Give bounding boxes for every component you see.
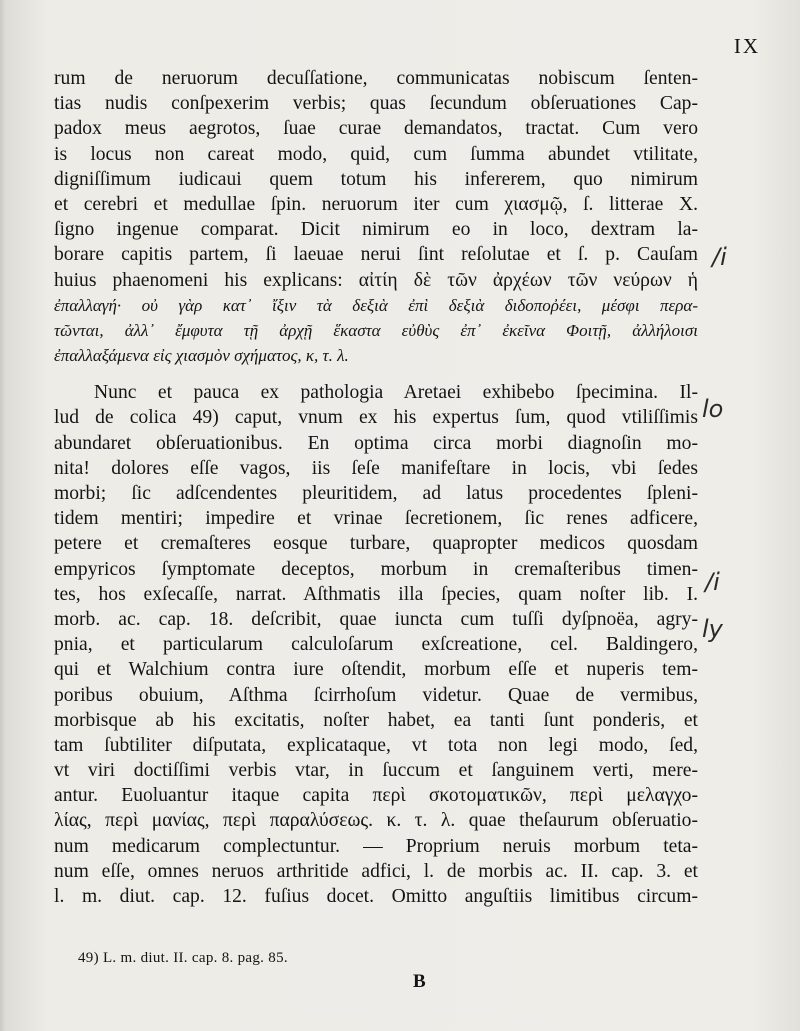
- text-line: tias nudis conſpexerim verbis; quas ſecundum obſeruationes Cap-: [54, 93, 698, 115]
- text-line: lud de colica 49) caput, vnum ex his expertus ſum, quod vtiliſſimis: [54, 407, 698, 429]
- page-number: IX: [733, 34, 760, 58]
- text-line: ſigno ingenue comparat. Dicit nimirum eo in loco, dextram la-: [54, 219, 698, 241]
- greek-line: ἐπαλλαξάμενα εἰς χιασμὸν σχήματος, κ, τ. λ.: [54, 346, 349, 366]
- text-line: tidem mentiri; impedire et vrinae ſecretionem, ſic renes adficere,: [54, 508, 698, 530]
- text-line: Nunc et pauca ex pathologia Aretaei exhibebo ſpecimina. Il-: [94, 382, 698, 404]
- handwritten-margin-note: /i: [705, 568, 720, 596]
- handwritten-margin-note: lo: [702, 395, 724, 423]
- handwritten-margin-note: ly: [702, 615, 723, 643]
- text-line: pnia, et particularum calculoſarum exſcreatione, cel. Baldingero,: [54, 634, 698, 656]
- paragraph-2: [54, 380, 698, 909]
- signature-mark: B: [413, 971, 426, 992]
- text-line: padox meus aegrotos, ſuae curae demandatos, tractat. Cum vero: [54, 118, 698, 140]
- text-line: morbisque ab his excitatis, noſter habet, ea tanti ſunt ponderis, et: [54, 709, 698, 731]
- text-line: morb. ac. cap. 18. deſcribit, quae iuncta cum tuſſi dyſpnoëa, agry-: [54, 608, 698, 630]
- footnote: 49) L. m. diut. II. cap. 8. pag. 85.: [78, 950, 288, 966]
- text-line: abundaret obſeruationibus. En optima circa morbi diagnoſin mo-: [54, 432, 698, 454]
- text-line: vt viri doctiſſimi verbis vtar, in ſuccum et ſanguinem verti, mere-: [54, 760, 698, 782]
- greek-line: ἐπαλλαγή· οὐ γὰρ κατ᾽ ἴξιν τὰ δεξιὰ ἐπὶ δεξιὰ διδοποῤέει, μέσφι περα-: [54, 295, 698, 315]
- text-line: morbi; ſic adſcendentes pleuritidem, ad latus procedentes ſpleni-: [54, 483, 698, 504]
- text-line: is locus non careat modo, quid, cum ſumma abundet vtilitate,: [54, 143, 698, 165]
- text-line: num medicarum complectuntur. — Proprium neruis morbum teta-: [54, 835, 698, 857]
- page-fold-shadow: [0, 0, 6, 1031]
- paragraph-1: [54, 66, 698, 368]
- text-line: antur. Euoluantur itaque capita περὶ σκοτοματικῶν, περὶ μελαγχο-: [54, 785, 698, 807]
- text-line: et cerebri et medullae ſpin. neruorum iter cum χιασμῷ, ſ. litterae X.: [54, 193, 698, 215]
- text-line: l. m. diut. cap. 12. fuſius docet. Omitto anguſtiis limitibus circum-: [54, 886, 698, 907]
- text-line: empyricos ſymptomate deceptos, morbum in cremaſteribus timen-: [54, 558, 698, 580]
- text-line: borare capitis partem, ſi laeuae nerui ſint reſolutae et ſ. p. Cauſam: [54, 244, 698, 266]
- text-line: num eſſe, omnes neruos arthritide adfici, l. de morbis ac. II. cap. 3. et: [54, 860, 698, 882]
- text-line: rum de neruorum decuſſatione, communicatas nobiscum ſenten-: [54, 68, 698, 89]
- text-line: poribus obuium, Aſthma ſcirrhoſum videtur. Quae de vermibus,: [54, 684, 698, 706]
- text-line: petere et cremaſteres eosque turbare, quapropter medicos quosdam: [54, 533, 698, 555]
- text-line: digniſſimum iudicaui quem totum his infererem, quo nimirum: [54, 168, 698, 190]
- text-line: tam ſubtiliter diſputata, explicataque, vt tota non legi modo, ſed,: [54, 734, 698, 756]
- main-text: [54, 66, 698, 909]
- text-line: huius phaenomeni his explicans: αἰτίη δὲ τῶν ἀρχέων τῶν νεύρων ἡ: [54, 269, 698, 291]
- text-line: qui et Walchium contra iure oſtendit, morbum eſſe et nuperis tem-: [54, 659, 698, 681]
- text-line: nita! dolores eſſe vagos, iis ſeſe manifeſtare in locis, vbi ſedes: [54, 457, 698, 479]
- greek-line: τῶνται, ἀλλ᾽ ἔμφυτα τῇ ἀρχῇ ἕκαστα εὐθὺς ἐπ᾽ ἐκεῖνα Φοιτῇ, ἀλλήλοισι: [54, 320, 698, 340]
- text-line: λίας, περὶ μανίας, περὶ παραλύσεως. κ. τ. λ. quae theſaurum obſeruatio-: [54, 810, 698, 832]
- text-line: tes, hos exſecaſſe, narrat. Aſthmatis illa ſpecies, quam noſter lib. I.: [54, 583, 698, 605]
- handwritten-margin-note: /i: [712, 243, 727, 271]
